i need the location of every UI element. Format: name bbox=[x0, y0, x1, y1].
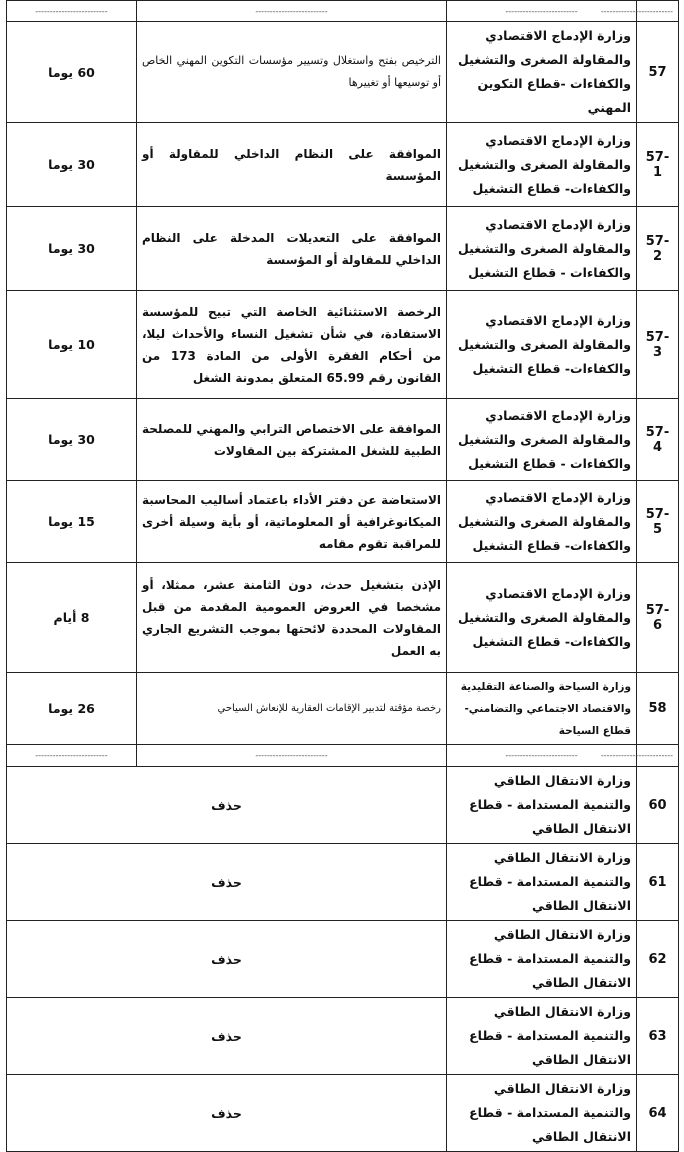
row-entity: وزارة الإدماج الاقتصادي والمقاولة الصغرى والتشغيل والكفاءات - قطاع التشغيل bbox=[447, 399, 637, 481]
table-row bbox=[7, 207, 679, 291]
row-number: 57-1 bbox=[637, 123, 679, 207]
separator-cell: ------------------------- bbox=[637, 745, 679, 767]
row-number: 63 bbox=[637, 998, 679, 1075]
table-row bbox=[7, 123, 679, 207]
row-entity: وزارة الإدماج الاقتصادي والمقاولة الصغرى والتشغيل والكفاءات- قطاع التشغيل bbox=[447, 563, 637, 673]
row-description: الترخيص بفتح واستغلال وتسيير مؤسسات التكوين المهني الخاص أو توسيعها أو تغييرها bbox=[137, 22, 447, 123]
row-description: الموافقة على النظام الداخلي للمقاولة أو المؤسسة bbox=[137, 123, 447, 207]
separator-cell: ------------------------- bbox=[7, 1, 137, 22]
row-number: 64 bbox=[637, 1075, 679, 1152]
table-row bbox=[7, 844, 679, 921]
row-entity: وزارة الإدماج الاقتصادي والمقاولة الصغرى والتشغيل والكفاءات- قطاع التشغيل bbox=[447, 291, 637, 399]
table-row bbox=[7, 921, 679, 998]
row-duration: 30 يوما bbox=[7, 399, 137, 481]
row-entity: وزارة الإدماج الاقتصادي والمقاولة الصغرى والتشغيل والكفاءات -قطاع التكوين المهني bbox=[447, 22, 637, 123]
row-entity: وزارة السياحة والصناعة التقليدية والاقتصاد الاجتماعي والتضامني-قطاع السياحة bbox=[447, 673, 637, 745]
row-number: 61 bbox=[637, 844, 679, 921]
row-entity: وزارة الإدماج الاقتصادي والمقاولة الصغرى والتشغيل والكفاءات- قطاع التشغيل bbox=[447, 123, 637, 207]
row-duration: 30 يوما bbox=[7, 123, 137, 207]
separator-cell: ------------------------- bbox=[447, 745, 637, 767]
row-duration: 60 يوما bbox=[7, 22, 137, 123]
table-row bbox=[7, 399, 679, 481]
separator-cell: ------------------------- bbox=[447, 1, 637, 22]
row-entity: وزارة الانتقال الطاقي والتنمية المستدامة - قطاع الانتقال الطاقي bbox=[447, 921, 637, 998]
separator-cell: ------------------------- bbox=[137, 745, 447, 767]
row-entity: وزارة الإدماج الاقتصادي والمقاولة الصغرى والتشغيل والكفاءات - قطاع التشغيل bbox=[447, 207, 637, 291]
row-description: رخصة مؤقتة لتدبير الإقامات العقارية للإنعاش السياحي bbox=[137, 673, 447, 745]
row-duration: 15 يوما bbox=[7, 481, 137, 563]
row-duration: 30 يوما bbox=[7, 207, 137, 291]
row-deleted: حذف bbox=[7, 767, 447, 844]
row-number: 57-6 bbox=[637, 563, 679, 673]
row-number: 57-3 bbox=[637, 291, 679, 399]
table-row bbox=[7, 563, 679, 673]
table-row bbox=[7, 22, 679, 123]
row-number: 57 bbox=[637, 22, 679, 123]
table-row bbox=[7, 481, 679, 563]
table-row bbox=[7, 767, 679, 844]
row-number: 57-2 bbox=[637, 207, 679, 291]
table-row bbox=[7, 998, 679, 1075]
row-entity: وزارة الانتقال الطاقي والتنمية المستدامة - قطاع الانتقال الطاقي bbox=[447, 998, 637, 1075]
separator-row bbox=[7, 1, 679, 22]
row-description: الموافقة على التعديلات المدخلة على النظام الداخلي للمقاولة أو المؤسسة bbox=[137, 207, 447, 291]
row-description: الاستعاضة عن دفتر الأداء باعتماد أساليب المحاسبة الميكانوغرافية أو المعلوماتية، أو بأية وسيلة أخرى للمراقبة تقوم مقامه bbox=[137, 481, 447, 563]
row-number: 62 bbox=[637, 921, 679, 998]
row-description: الإذن بتشغيل حدث، دون الثامنة عشر، ممثلا، أو مشخصا في العروض العمومية المقدمة من قبل المقاولات المحددة لائحتها بموجب التشريع الجاري به العمل bbox=[137, 563, 447, 673]
row-duration: 26 يوما bbox=[7, 673, 137, 745]
row-deleted: حذف bbox=[7, 844, 447, 921]
procedures-table bbox=[6, 0, 679, 1152]
row-description: الرخصة الاستثنائية الخاصة التي تبيح للمؤسسة الاستفادة، في شأن تشغيل النساء والأحداث ليلا، من أحكام الفقرة الأولى من المادة 173 من القانون رقم 65.99 المتعلق بمدونة الشغل bbox=[137, 291, 447, 399]
row-duration: 10 يوما bbox=[7, 291, 137, 399]
table-row bbox=[7, 1075, 679, 1152]
row-description: الموافقة على الاختصاص الترابي والمهني للمصلحة الطبية للشغل المشتركة بين المقاولات bbox=[137, 399, 447, 481]
separator-cell: ------------------------- bbox=[637, 1, 679, 22]
row-entity: وزارة الإدماج الاقتصادي والمقاولة الصغرى والتشغيل والكفاءات- قطاع التشغيل bbox=[447, 481, 637, 563]
separator-cell: ------------------------- bbox=[137, 1, 447, 22]
separator-row bbox=[7, 745, 679, 767]
table-row bbox=[7, 673, 679, 745]
row-number: 60 bbox=[637, 767, 679, 844]
row-number: 57-5 bbox=[637, 481, 679, 563]
row-deleted: حذف bbox=[7, 921, 447, 998]
row-entity: وزارة الانتقال الطاقي والتنمية المستدامة - قطاع الانتقال الطاقي bbox=[447, 1075, 637, 1152]
row-entity: وزارة الانتقال الطاقي والتنمية المستدامة - قطاع الانتقال الطاقي bbox=[447, 844, 637, 921]
row-deleted: حذف bbox=[7, 998, 447, 1075]
row-number: 57-4 bbox=[637, 399, 679, 481]
table-row bbox=[7, 291, 679, 399]
row-deleted: حذف bbox=[7, 1075, 447, 1152]
row-entity: وزارة الانتقال الطاقي والتنمية المستدامة - قطاع الانتقال الطاقي bbox=[447, 767, 637, 844]
row-duration: 8 أيام bbox=[7, 563, 137, 673]
separator-cell: ------------------------- bbox=[7, 745, 137, 767]
row-number: 58 bbox=[637, 673, 679, 745]
